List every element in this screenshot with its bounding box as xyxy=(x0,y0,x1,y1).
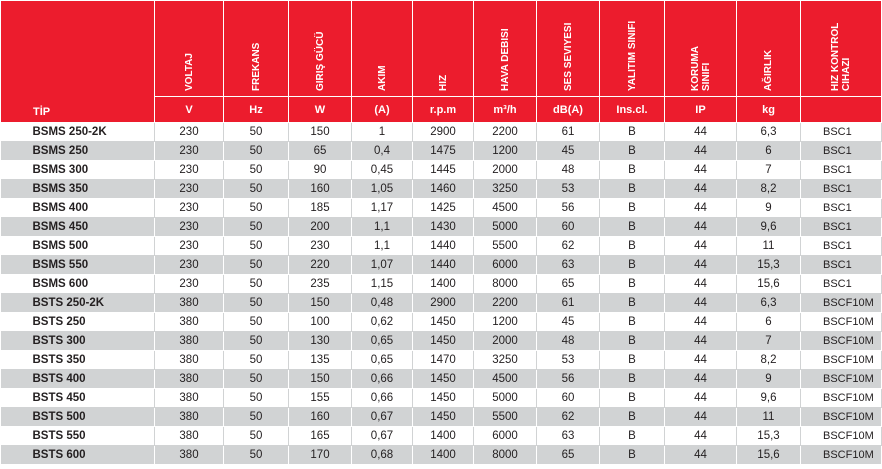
table-cell: 150 xyxy=(289,370,352,389)
table-cell: 44 xyxy=(665,199,737,218)
table-cell: 65 xyxy=(537,446,600,465)
table-cell: 44 xyxy=(665,313,737,332)
table-cell: 9 xyxy=(737,199,801,218)
table-cell: 8000 xyxy=(474,275,537,294)
table-cell: 150 xyxy=(289,123,352,142)
table-row xyxy=(1,237,882,256)
column-header-label: GIRIŞ GÜCÜ xyxy=(314,31,326,91)
table-cell: 1,17 xyxy=(352,199,413,218)
table-cell: 230 xyxy=(155,218,224,237)
table-cell: BSC1 xyxy=(801,275,882,294)
table-cell: 44 xyxy=(665,275,737,294)
table-cell: 50 xyxy=(224,142,289,161)
table-cell: BSC1 xyxy=(801,237,882,256)
table-cell: 9 xyxy=(737,370,801,389)
column-header xyxy=(155,1,224,97)
model-name-cell: BSTS 500 xyxy=(1,408,155,427)
table-cell: 65 xyxy=(289,142,352,161)
table-row xyxy=(1,161,882,180)
table-cell: BSC1 xyxy=(801,218,882,237)
table-row xyxy=(1,332,882,351)
table-cell: 185 xyxy=(289,199,352,218)
table-cell: B xyxy=(600,256,665,275)
table-cell: BSCF10M xyxy=(801,370,882,389)
model-name-cell: BSMS 400 xyxy=(1,199,155,218)
table-cell: 11 xyxy=(737,237,801,256)
table-cell: B xyxy=(600,237,665,256)
table-cell: 9,6 xyxy=(737,389,801,408)
table-cell: 50 xyxy=(224,199,289,218)
column-unit: V xyxy=(155,97,224,123)
column-header xyxy=(413,1,474,97)
table-cell: 50 xyxy=(224,237,289,256)
table-cell: 45 xyxy=(537,313,600,332)
table-cell: 1400 xyxy=(413,275,474,294)
table-cell: 3250 xyxy=(474,351,537,370)
column-unit: Hz xyxy=(224,97,289,123)
table-cell: 5000 xyxy=(474,218,537,237)
column-header xyxy=(737,1,801,97)
table-cell: 380 xyxy=(155,294,224,313)
table-cell: 0,67 xyxy=(352,427,413,446)
table-cell: 0,4 xyxy=(352,142,413,161)
column-header xyxy=(665,1,737,97)
table-cell: 1450 xyxy=(413,313,474,332)
table-cell: BSC1 xyxy=(801,199,882,218)
table-row xyxy=(1,180,882,199)
table-body xyxy=(1,123,882,465)
column-header-label: AĞIRLIK xyxy=(763,49,774,91)
table-cell: 50 xyxy=(224,294,289,313)
table-cell: 0,45 xyxy=(352,161,413,180)
column-header-type xyxy=(1,1,155,123)
table-cell: 160 xyxy=(289,180,352,199)
table-cell: BSCF10M xyxy=(801,427,882,446)
table-cell: 9,6 xyxy=(737,218,801,237)
header-row xyxy=(1,1,882,97)
table-cell: 90 xyxy=(289,161,352,180)
table-cell: 50 xyxy=(224,332,289,351)
table-cell: 44 xyxy=(665,332,737,351)
table-cell: 2900 xyxy=(413,294,474,313)
table-cell: 50 xyxy=(224,408,289,427)
table-cell: 380 xyxy=(155,351,224,370)
table-cell: 63 xyxy=(537,256,600,275)
table-cell: 1200 xyxy=(474,313,537,332)
table-cell: 8,2 xyxy=(737,351,801,370)
table-cell: 1425 xyxy=(413,199,474,218)
table-cell: 1 xyxy=(352,123,413,142)
table-cell: 1,07 xyxy=(352,256,413,275)
column-unit: m³/h xyxy=(474,97,537,123)
table-cell: 380 xyxy=(155,408,224,427)
table-cell: B xyxy=(600,313,665,332)
table-cell: 230 xyxy=(155,237,224,256)
table-cell: B xyxy=(600,218,665,237)
model-name-cell: BSTS 350 xyxy=(1,351,155,370)
table-cell: B xyxy=(600,294,665,313)
table-cell: 8000 xyxy=(474,446,537,465)
column-unit: IP xyxy=(665,97,737,123)
table-cell: 1430 xyxy=(413,218,474,237)
table-cell: 1450 xyxy=(413,370,474,389)
table-cell: B xyxy=(600,199,665,218)
table-cell: 100 xyxy=(289,313,352,332)
column-header-label: KORUMA SINIFI xyxy=(689,45,712,91)
table-cell: 1450 xyxy=(413,389,474,408)
table-cell: 380 xyxy=(155,332,224,351)
table-cell: 48 xyxy=(537,161,600,180)
column-unit: kg xyxy=(737,97,801,123)
table-cell: 2900 xyxy=(413,123,474,142)
table-cell: 1200 xyxy=(474,142,537,161)
table-cell: 62 xyxy=(537,237,600,256)
column-header-label: HAVA DEBISI xyxy=(499,27,511,91)
table-cell: 155 xyxy=(289,389,352,408)
table-cell: 6 xyxy=(737,313,801,332)
table-cell: 6000 xyxy=(474,427,537,446)
table-cell: 44 xyxy=(665,294,737,313)
table-cell: 53 xyxy=(537,351,600,370)
table-row xyxy=(1,256,882,275)
table-cell: 50 xyxy=(224,351,289,370)
table-cell: 1400 xyxy=(413,446,474,465)
table-cell: 230 xyxy=(155,180,224,199)
table-cell: 15,3 xyxy=(737,256,801,275)
table-cell: 65 xyxy=(537,275,600,294)
table-cell: BSC1 xyxy=(801,256,882,275)
table-cell: 380 xyxy=(155,370,224,389)
table-cell: 2000 xyxy=(474,161,537,180)
table-cell: BSCF10M xyxy=(801,313,882,332)
table-cell: 230 xyxy=(155,123,224,142)
table-cell: B xyxy=(600,446,665,465)
table-cell: 15,3 xyxy=(737,427,801,446)
table-cell: 4500 xyxy=(474,199,537,218)
table-cell: 1440 xyxy=(413,237,474,256)
table-cell: 44 xyxy=(665,142,737,161)
column-header xyxy=(352,1,413,97)
table-row xyxy=(1,142,882,161)
table-cell: BSCF10M xyxy=(801,332,882,351)
column-header-label: FREKANS xyxy=(250,42,262,91)
table-cell: 6 xyxy=(737,142,801,161)
table-cell: 44 xyxy=(665,351,737,370)
table-row xyxy=(1,446,882,465)
table-cell: 50 xyxy=(224,446,289,465)
table-cell: 50 xyxy=(224,256,289,275)
column-header xyxy=(537,1,600,97)
table-cell: 5500 xyxy=(474,237,537,256)
table-cell: 44 xyxy=(665,161,737,180)
table-cell: B xyxy=(600,142,665,161)
table-cell: B xyxy=(600,370,665,389)
table-cell: 53 xyxy=(537,180,600,199)
table-cell: B xyxy=(600,180,665,199)
table-cell: 160 xyxy=(289,408,352,427)
column-unit: W xyxy=(289,97,352,123)
table-cell: 50 xyxy=(224,313,289,332)
column-header xyxy=(801,1,882,97)
column-unit xyxy=(801,97,882,123)
table-cell: 380 xyxy=(155,427,224,446)
model-name-cell: BSTS 250-2K xyxy=(1,294,155,313)
table-cell: BSC1 xyxy=(801,123,882,142)
table-cell: B xyxy=(600,332,665,351)
model-name-cell: BSTS 300 xyxy=(1,332,155,351)
table-cell: 1,15 xyxy=(352,275,413,294)
table-cell: 0,66 xyxy=(352,389,413,408)
table-cell: 50 xyxy=(224,389,289,408)
table-cell: 50 xyxy=(224,275,289,294)
model-name-cell: BSTS 450 xyxy=(1,389,155,408)
table-cell: BSCF10M xyxy=(801,351,882,370)
model-name-cell: BSMS 350 xyxy=(1,180,155,199)
table-cell: 1,1 xyxy=(352,218,413,237)
table-cell: BSCF10M xyxy=(801,294,882,313)
table-cell: B xyxy=(600,161,665,180)
table-cell: 44 xyxy=(665,446,737,465)
model-name-cell: BSMS 500 xyxy=(1,237,155,256)
table-cell: 45 xyxy=(537,142,600,161)
table-cell: 4500 xyxy=(474,370,537,389)
table-cell: 5000 xyxy=(474,389,537,408)
table-cell: 1470 xyxy=(413,351,474,370)
table-cell: 200 xyxy=(289,218,352,237)
table-cell: 0,65 xyxy=(352,351,413,370)
table-cell: 1475 xyxy=(413,142,474,161)
model-name-cell: BSMS 550 xyxy=(1,256,155,275)
table-row xyxy=(1,427,882,446)
column-header-label: VOLTAJ xyxy=(183,52,195,91)
table-cell: B xyxy=(600,427,665,446)
table-cell: 170 xyxy=(289,446,352,465)
table-cell: 50 xyxy=(224,370,289,389)
table-cell: 50 xyxy=(224,123,289,142)
table-cell: 230 xyxy=(155,256,224,275)
table-row xyxy=(1,275,882,294)
column-unit: Ins.cl. xyxy=(600,97,665,123)
table-cell: 56 xyxy=(537,199,600,218)
table-cell: 1450 xyxy=(413,408,474,427)
table-cell: 230 xyxy=(289,237,352,256)
table-cell: 60 xyxy=(537,218,600,237)
table-cell: 44 xyxy=(665,370,737,389)
table-cell: 7 xyxy=(737,161,801,180)
table-cell: 230 xyxy=(155,199,224,218)
table-cell: BSC1 xyxy=(801,142,882,161)
column-unit: dB(A) xyxy=(537,97,600,123)
table-cell: 5500 xyxy=(474,408,537,427)
table-cell: 1450 xyxy=(413,332,474,351)
table-cell: BSCF10M xyxy=(801,446,882,465)
table-cell: 0,65 xyxy=(352,332,413,351)
table-cell: 44 xyxy=(665,180,737,199)
table-cell: 0,67 xyxy=(352,408,413,427)
column-header-label: AKIM xyxy=(376,64,388,91)
table-cell: 50 xyxy=(224,161,289,180)
table-cell: 1445 xyxy=(413,161,474,180)
table-cell: 220 xyxy=(289,256,352,275)
table-cell: 165 xyxy=(289,427,352,446)
column-header xyxy=(600,1,665,97)
table-cell: 50 xyxy=(224,180,289,199)
table-cell: 3250 xyxy=(474,180,537,199)
table-cell: 150 xyxy=(289,294,352,313)
table-cell: BSC1 xyxy=(801,180,882,199)
table-cell: B xyxy=(600,351,665,370)
table-cell: 2200 xyxy=(474,294,537,313)
table-cell: BSC1 xyxy=(801,161,882,180)
table-cell: 44 xyxy=(665,218,737,237)
table-cell: B xyxy=(600,123,665,142)
table-cell: 380 xyxy=(155,446,224,465)
model-name-cell: BSTS 250 xyxy=(1,313,155,332)
table-cell: 1400 xyxy=(413,427,474,446)
column-header-label: TİP xyxy=(33,106,51,118)
table-cell: 0,48 xyxy=(352,294,413,313)
table-cell: BSCF10M xyxy=(801,408,882,427)
table-cell: 0,68 xyxy=(352,446,413,465)
table-row xyxy=(1,313,882,332)
table-cell: 15,6 xyxy=(737,275,801,294)
table-cell: 61 xyxy=(537,123,600,142)
table-cell: B xyxy=(600,389,665,408)
table-cell: 63 xyxy=(537,427,600,446)
model-name-cell: BSTS 600 xyxy=(1,446,155,465)
table-cell: 15,6 xyxy=(737,446,801,465)
table-cell: 1,1 xyxy=(352,237,413,256)
table-cell: 6,3 xyxy=(737,123,801,142)
table-cell: 6,3 xyxy=(737,294,801,313)
table-cell: 1440 xyxy=(413,256,474,275)
table-cell: 44 xyxy=(665,389,737,408)
model-name-cell: BSTS 400 xyxy=(1,370,155,389)
column-header-label: SES SEVIYESI xyxy=(562,22,574,91)
table-cell: 2000 xyxy=(474,332,537,351)
model-name-cell: BSMS 600 xyxy=(1,275,155,294)
table-cell: 235 xyxy=(289,275,352,294)
column-unit: r.p.m xyxy=(413,97,474,123)
table-cell: 135 xyxy=(289,351,352,370)
table-row xyxy=(1,294,882,313)
table-cell: 7 xyxy=(737,332,801,351)
table-cell: 60 xyxy=(537,389,600,408)
table-cell: 56 xyxy=(537,370,600,389)
table-cell: 230 xyxy=(155,161,224,180)
column-header xyxy=(289,1,352,97)
table-cell: 130 xyxy=(289,332,352,351)
table-cell: 380 xyxy=(155,313,224,332)
table-cell: B xyxy=(600,275,665,294)
table-cell: 1,05 xyxy=(352,180,413,199)
table-cell: 48 xyxy=(537,332,600,351)
table-cell: 6000 xyxy=(474,256,537,275)
table-row xyxy=(1,408,882,427)
table-row xyxy=(1,123,882,142)
table-cell: 62 xyxy=(537,408,600,427)
table-row xyxy=(1,389,882,408)
table-cell: 50 xyxy=(224,218,289,237)
model-name-cell: BSTS 550 xyxy=(1,427,155,446)
table-cell: 1460 xyxy=(413,180,474,199)
table-cell: 2200 xyxy=(474,123,537,142)
table-cell: 380 xyxy=(155,389,224,408)
table-cell: 44 xyxy=(665,256,737,275)
model-name-cell: BSMS 250-2K xyxy=(1,123,155,142)
table-row xyxy=(1,199,882,218)
column-header-label: YALITIM SINIFI xyxy=(626,20,638,91)
table-cell: 44 xyxy=(665,427,737,446)
model-name-cell: BSMS 300 xyxy=(1,161,155,180)
table-cell: 8,2 xyxy=(737,180,801,199)
table-cell: BSCF10M xyxy=(801,389,882,408)
column-header xyxy=(474,1,537,97)
table-row xyxy=(1,370,882,389)
table-cell: 0,66 xyxy=(352,370,413,389)
table-cell: 61 xyxy=(537,294,600,313)
column-header-label: HIZ xyxy=(437,74,449,91)
table-cell: 50 xyxy=(224,427,289,446)
table-row xyxy=(1,218,882,237)
column-header xyxy=(224,1,289,97)
table-cell: 11 xyxy=(737,408,801,427)
table-row xyxy=(1,351,882,370)
table-cell: 230 xyxy=(155,275,224,294)
table-cell: B xyxy=(600,408,665,427)
column-header-label: HIZ KONTROL CIHAZI xyxy=(830,22,852,91)
table-cell: 44 xyxy=(665,408,737,427)
model-name-cell: BSMS 250 xyxy=(1,142,155,161)
table-cell: 230 xyxy=(155,142,224,161)
table-cell: 44 xyxy=(665,237,737,256)
table-cell: 0,62 xyxy=(352,313,413,332)
table-cell: 44 xyxy=(665,123,737,142)
model-name-cell: BSMS 450 xyxy=(1,218,155,237)
column-unit: (A) xyxy=(352,97,413,123)
